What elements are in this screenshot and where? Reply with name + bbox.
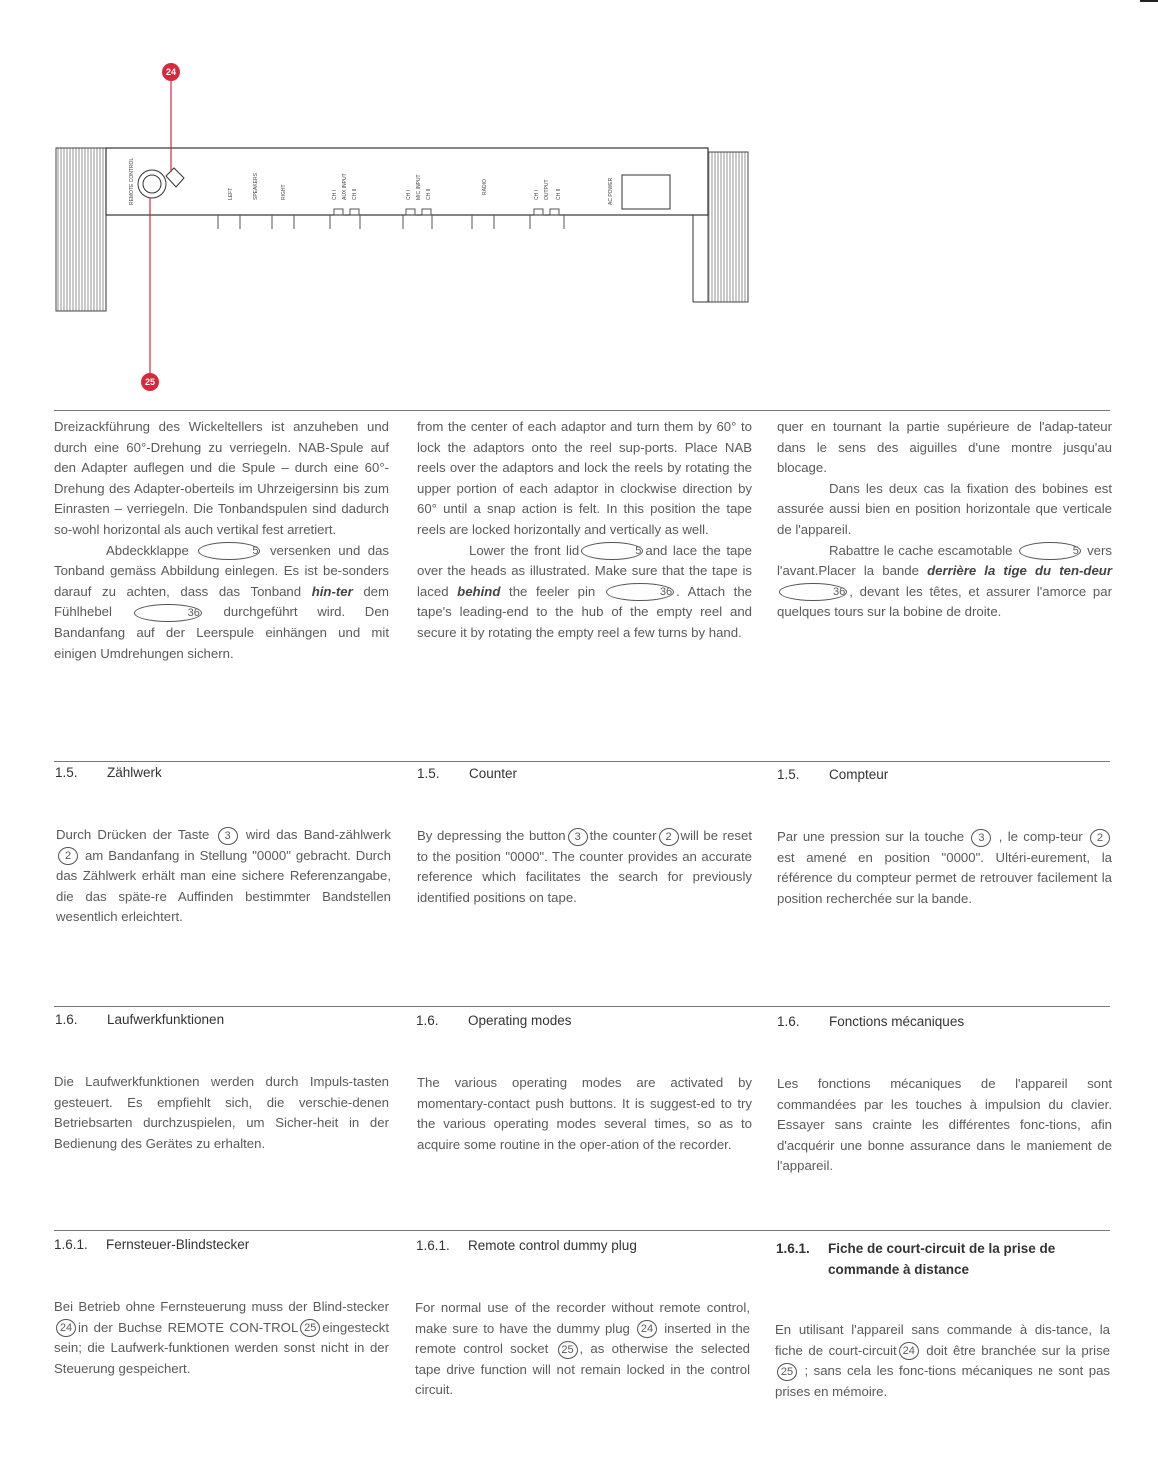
heading-1-6-fr: 1.6. Fonctions mécaniques: [777, 1014, 965, 1029]
text-1-6-1-fr: En utilisant l'appareil sans commande à dis-tance, la fiche de court-circuit 24 doit être branchée sur la prise25 ; sans cela les fonc-tions mécaniques ne sont pas prises en mémoire.: [775, 1322, 1111, 1399]
rule-1-5: [54, 761, 1110, 762]
label-aux-input: AUX INPUT: [342, 173, 348, 200]
label-aux-ch2: CH II: [352, 188, 358, 200]
label-remote-control: REMOTE CONTROL: [129, 157, 135, 205]
label-radio: RADIO: [482, 179, 488, 195]
label-mic-ch1: CH I: [406, 190, 412, 200]
intro-fr: quer en tournant la partie supérieure de l'adap-tateur dans le sens des aiguilles d'une montre jusqu'au blocage. Dans les deux cas la fixation des bobines est assurée aussi bien en position horizontale que verticale de l'appareil. Rabattre le cache escamotable 5 vers l'avant.Placer la bande derrière la tige du ten-deur 36 , devant les têtes, et assurer l'amorce par quelques tours sur la bobine de droite.: [777, 419, 1112, 620]
rule-intro: [54, 410, 1110, 411]
text-1-5-en: By depressing the button 3 the counter 2 will be reset to the position "0000". The counter provides an accurate reference which facilitates the search for previously identified positions on tape.: [417, 828, 752, 905]
rear-panel-drawing: [0, 0, 1158, 400]
label-output-ch2: CH II: [556, 188, 562, 200]
text-1-6-fr: Les fonctions mécaniques de l'appareil sont commandées par les touches à impulsion du clavier. Essayer sans crainte les différentes fonc-tions, afin d'acquérir une bonne assurance dans le maniement de l'appareil.: [777, 1076, 1112, 1174]
heading-1-6-1-en: 1.6.1. Remote control dummy plug: [416, 1238, 637, 1253]
label-aux-ch1: CH I: [332, 190, 338, 200]
text-1-6-1-en: For normal use of the recorder without remote control, make sure to have the dummy plug 24 inserted in the remote control socket 25 , as otherwise the selected tape drive function will not remain locked in the control circuit.: [415, 1300, 751, 1398]
label-ac-power: AC POWER: [608, 177, 614, 205]
label-mic-ch2: CH II: [426, 188, 432, 200]
heading-1-6-en: 1.6. Operating modes: [416, 1013, 572, 1028]
rule-1-6-1: [54, 1230, 1110, 1231]
heading-1-5-de: 1.5. Zählwerk: [55, 765, 162, 780]
label-left: LEFT: [228, 187, 234, 200]
right-wood-panel: [708, 152, 748, 302]
label-right: RIGHT: [281, 184, 287, 200]
callout-24: 24: [162, 63, 180, 81]
label-output: OUTPUT: [544, 179, 550, 200]
text-1-6-en: The various operating modes are activated by momentary-contact push buttons. It is suggest-ed to try the various operating modes several times, so as to acquire some routine in the oper-ation of the recorder.: [417, 1075, 752, 1152]
text-1-6-1-de: Bei Betrieb ohne Fernsteuerung muss der Blind-stecker24 in der Buchse REMOTE CON-TROL 25 eingesteckt sein; die Laufwerk-funktionen werden sonst nicht in der Steuerung gespeichert.: [54, 1299, 389, 1376]
heading-1-6-1-de: 1.6.1. Fernsteuer-Blindstecker: [54, 1237, 250, 1252]
label-mic-input: MIC INPUT: [416, 174, 422, 200]
text-1-5-de: Durch Drücken der Taste 3 wird das Band-zählwerk 2 am Bandanfang in Stellung "0000" gebracht. Durch das Zählwerk erhält man eine sichere Referenzangabe, die das späte-re Auffinden bestimmter Bandstellen wesentlich erleichtert.: [56, 827, 391, 925]
intro-en: from the center of each adaptor and turn them by 60° to lock the adaptors onto the reel sup-ports. Place NAB reels over the adaptors and lock the reels by rotating the upper portion of each adaptor in clockwise direction by 60° until a snap action is felt. In this position the tape reels are locked horizontally and vertically as well. Lower the front lid 5 and lace the tape over the heads as illustrated. Make sure that the tape is laced behind the feeler pin 36 . Attach the tape's leading-end to the hub of the empty reel and secure it by rotating the empty reel a few turns by hand.: [417, 419, 753, 640]
callout-25: 25: [141, 373, 159, 391]
heading-1-5-fr: 1.5. Compteur: [777, 767, 889, 782]
ac-power-socket: [622, 175, 670, 209]
text-1-6-de: Die Laufwerkfunktionen werden durch Impuls-tasten gesteuert. Es empfiehlt sich, die verschie-denen Betriebsarten durchzuspielen, um Sicher-heit in der Bedienung des Gerätes zu erhalten.: [54, 1074, 389, 1151]
heading-1-6-1-fr: 1.6.1. Fiche de court-circuit de la prise de commande à distance: [776, 1241, 1056, 1277]
heading-1-6-de: 1.6. Laufwerkfunktionen: [55, 1012, 225, 1027]
rear-panel-figure: [0, 0, 1158, 400]
heading-1-5-en: 1.5. Counter: [417, 766, 518, 781]
label-output-ch1: CH I: [534, 190, 540, 200]
intro-de: Dreizackführung des Wickeltellers ist anzuheben und durch eine 60°-Drehung zu verriegeln. NAB-Spule auf den Adapter auflegen und die Spule – durch eine 60°-Drehung des Adapter-oberteils im Uhrzeigersinn bis zum Einrasten – verriegeln. Die Tonbandspulen sind dadurch so-wohl horizontal als auch vertikal fest arretiert. Abdeckklappe 5 versenken und das Tonband gemäss Abbildung einlegen. Es ist be-sonders darauf zu achten, dass das Tonband hin-ter dem Fühlhebel 36 durchgeführt wird. Den Bandanfang auf der Leerspule einhängen und mit einigen Umdrehungen sichern.: [54, 419, 390, 661]
panel-face: [106, 148, 708, 215]
text-1-5-fr: Par une pression sur la touche 3 , le comp-teur 2 est amené en position "0000". Ultéri-eurement, la référence du compteur permet de retrouver facilement la position recherchée sur la bande.: [777, 829, 1112, 906]
left-wood-panel: [56, 148, 106, 311]
rule-1-6: [54, 1006, 1110, 1007]
label-speakers: SPEAKERS: [253, 173, 259, 200]
